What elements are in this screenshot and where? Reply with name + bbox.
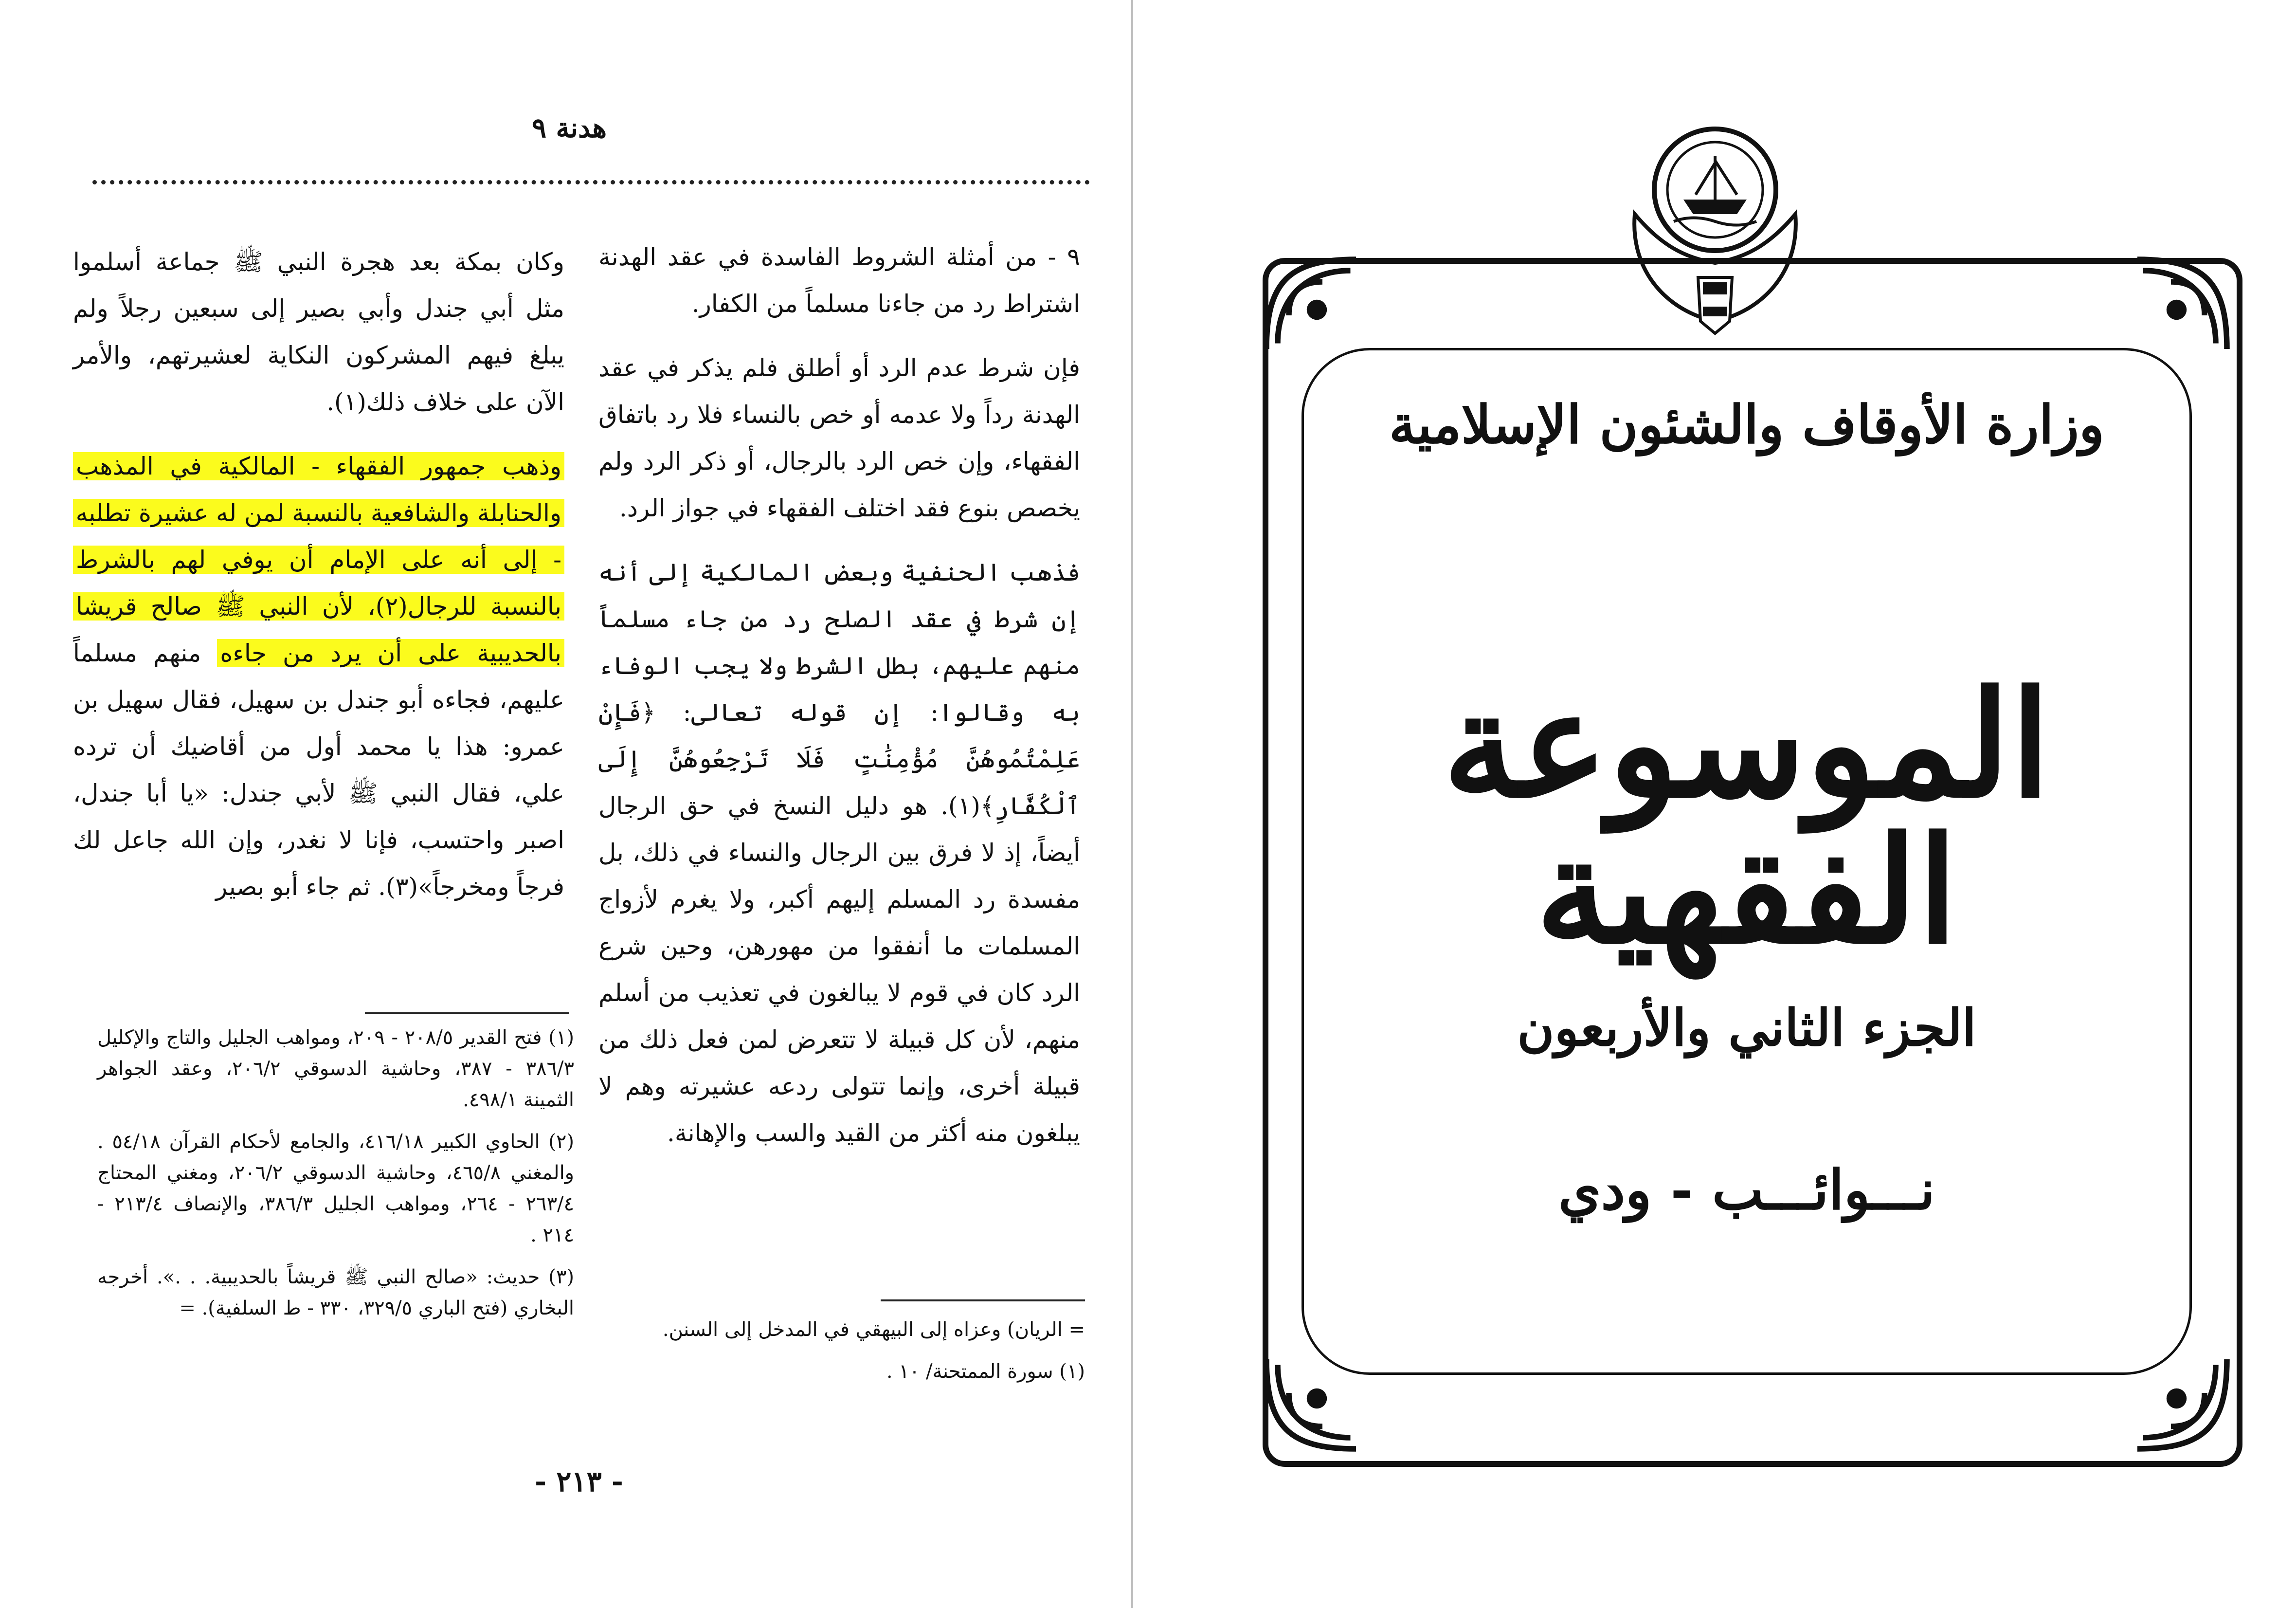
- footnotes-left: [97, 1022, 574, 1334]
- footnotes-right: [598, 1314, 1085, 1398]
- text-column-left: [73, 238, 564, 928]
- page-number: - ٢١٣ -: [535, 1465, 623, 1498]
- footnote: = الريان) وعزاه إلى البيهقي في المدخل إلى السنن.: [662, 1318, 1085, 1341]
- volume-label: الجزء الثاني والأربعون: [1517, 998, 1976, 1058]
- corner-ornament-icon: [1255, 1348, 1367, 1460]
- cover-page: [1134, 0, 2296, 1608]
- left-page: [0, 0, 1134, 1608]
- running-head: هدنة ٩: [531, 112, 607, 144]
- footnote: (٢) الحاوي الكبير ٤١٦/١٨، والجامع لأحكام القرآن ٥٤/١٨ . والمغني ٤٦٥/٨، وحاشية الدسوقي ٢٠٦/٢، ومغني المحتاج ٢٦٣/٤ - ٢٦٤، ومواهب الجليل ٣٨٦/٣، والإنصاف ٢١٣/٤ - ٢١٤ .: [97, 1131, 575, 1246]
- paragraph: وكان بمكة بعد هجرة النبي ﷺ جماعة أسلموا مثل أبي جندل وأبي بصير إلى سبعين رجلاً ولم يبلغ فيهم المشركون النكاية لعشيرتهم، والأمر الآن على خلاف ذلك(١).: [73, 248, 565, 416]
- paragraph: فذهب الحنفية وبعض المالكية إلى أنه إن شرط في عقد الصلح رد من جاء مسلماً منهم عليهم، بطل الشرط ولا يجب الوفاء به وقالوا: إن قوله تعالى: ﴿فَإِنْ عَلِمْتُمُوهُنَّ مُؤْمِنَٰتٍ فَلَا تَرْجِعُوهُنَّ إِلَى ٱلْكُفَّارِ﴾(١). هو دليل النسخ في حق الرجال أيضاً، إذ لا فرق بين الرجال والنساء في ذلك، بل مفسدة رد المسلم إليهم أكبر، ولا يغرم لأزواج المسلمات ما أنفقوا من مهورهن، وحين شرع الرد كان في قوم لا يبالغون في تعذيب من أسلم منهم، لأن كل قبيلة لا تتعرض لمن فعل ذلك من قبيلة أخرى، وإنما تتولى ردعه عشيرته وهم لا يبلغون منه أكثر من القيد والسب والإهانة.: [598, 558, 1080, 1147]
- footnote: (١) فتح القدير ٢٠٨/٥ - ٢٠٩، ومواهب الجليل والتاج والإكليل ٣٨٦/٣ - ٣٨٧، وحاشية الدسوقي ٢٠٦/٢، وعقد الجواهر الثمينة ٤٩٨/١.: [97, 1026, 574, 1111]
- paragraph: ٩ - من أمثلة الشروط الفاسدة في عقد الهدنة اشتراط رد من جاءنا مسلماً من الكفار.: [598, 243, 1080, 318]
- highlighted-text: وذهب جمهور الفقهاء - المالكية في المذهب والحنابلة والشافعية بالنسبة لمن له عشيرة تطلبه - إلى أنه على الإمام أن يوفي لهم بالشرط بالنسبة للرجال(٢)، لأن النبي ﷺ صالح قريشا بالحديبية على أن يرد من جاءه: [73, 452, 564, 667]
- encyclopedia-title: الموسوعة الفقهية: [1443, 658, 2051, 976]
- kuwait-emblem-icon: [1625, 117, 1805, 341]
- header-dotted-rule: [92, 180, 1090, 184]
- footnote-rule: [881, 1299, 1085, 1301]
- paragraph-continuation: منهم مسلماً عليهم، فجاءه أبو جندل بن سهيل، فقال سهيل بن عمرو: هذا يا محمد أول من أقاضيك أن ترده علي، فقال النبي ﷺ لأبي جندل: «يا أبا جندل، اصبر واحتسب، فإنا لا نغدر، وإن الله جاعل لك فرجاً ومخرجاً»(٣). ثم جاء أبو بصير: [73, 639, 564, 901]
- paragraph: فإن شرط عدم الرد أو أطلق فلم يذكر في عقد الهدنة رداً ولا عدمه أو خص بالنساء فلا رد باتفاق الفقهاء، وإن خص الرد بالرجال، أو ذكر الرد ولم يخصص بنوع فقد اختلف الفقهاء في جواز الرد.: [598, 354, 1080, 522]
- corner-ornament-icon: [1255, 248, 1367, 360]
- footnote: (١) سورة الممتحنة/ ١٠ .: [886, 1360, 1085, 1383]
- ministry-name: وزارة الأوقاف والشئون الإسلامية: [1389, 394, 2105, 456]
- corner-ornament-icon: [2126, 1348, 2238, 1460]
- footnote: (٣) حديث: «صالح النبي ﷺ قريشاً بالحديبية. . .». أخرجه البخاري (فتح الباري ٣٢٩/٥، ٣٣٠ - ط السلفية). =: [97, 1266, 574, 1319]
- highlighted-paragraph: [73, 443, 564, 910]
- entry-range: نـــوائـــب - ودي: [1558, 1158, 1935, 1222]
- footnote-rule: [365, 1012, 569, 1014]
- text-column-right: [598, 234, 1080, 1174]
- corner-ornament-icon: [2126, 248, 2238, 360]
- page-fold: [1131, 0, 1133, 1608]
